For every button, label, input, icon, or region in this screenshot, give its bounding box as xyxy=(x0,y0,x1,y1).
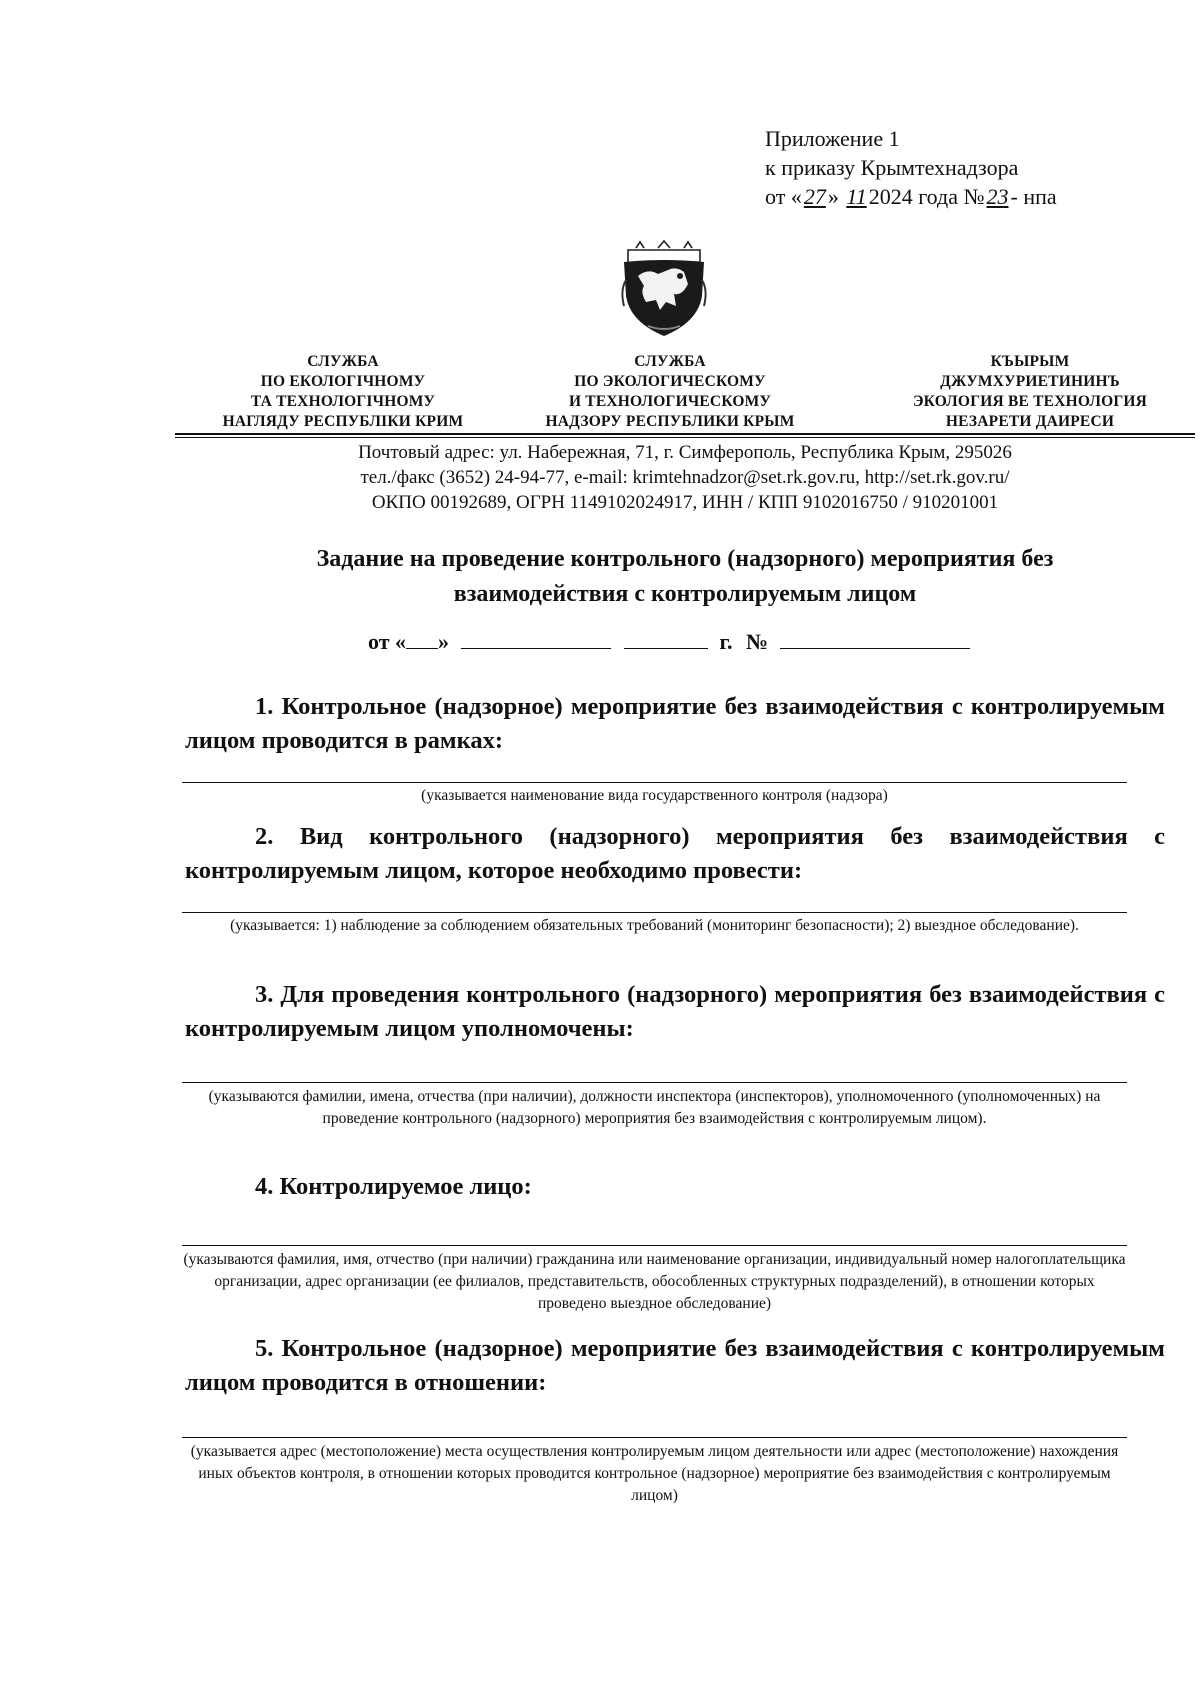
hint-1: (указывается наименование вида государственного контроля (надзора) xyxy=(421,787,888,804)
hint-5: (указывается адрес (местоположение) места осуществления контролируемым лицом деятельности или адрес (местоположение) нахождения иных объектов контроля, в отношении которых проводится контрольное (надзорное) мероприятие без взаимодействия с контролируемым лицом) xyxy=(190,1443,1119,1504)
postal-address: Почтовый адрес: ул. Набережная, 71, г. Симферополь, Республика Крым, 295026 xyxy=(358,442,1012,463)
fill-line-5 xyxy=(182,1437,1127,1438)
appendix-order-ref: к приказу Крымтехнадзора xyxy=(765,155,1019,180)
handwritten-month: 11 xyxy=(846,184,867,209)
fill-line-3 xyxy=(182,1082,1127,1083)
org-name-ukrainian: СЛУЖБА ПО ЕКОЛОГІЧНОМУ ТА ТЕХНОЛОГІЧНОМУ НАГЛЯДУ РЕСПУБЛІКИ КРИМ xyxy=(222,353,464,430)
task-date-line: от « » г. № xyxy=(368,628,970,655)
blank-day xyxy=(406,628,438,649)
org-name-crimean-tatar: КЪЫРЫМ ДЖУМХУРИЕТИНИНЪ ЭКОЛОГИЯ ВЕ ТЕХНОЛОГИЯ НЕЗАРЕТИ ДАИРЕСИ xyxy=(912,353,1148,430)
appendix-order-date: от «27» 112024 года №23- нпа xyxy=(765,184,1057,209)
section-2: 2. Вид контрольного (надзорного) мероприятия без взаимодействия с контролируемым лицом, которое необходимо провести: xyxy=(185,823,1166,884)
section-5: 5. Контрольное (надзорное) мероприятие без взаимодействия с контролируемым лицом проводится в отношении: xyxy=(185,1335,1165,1396)
header-divider-thick xyxy=(175,433,1195,435)
fill-line-4 xyxy=(182,1245,1127,1246)
appendix-title: Приложение 1 xyxy=(765,126,900,151)
handwritten-number: 23 xyxy=(986,184,1009,209)
appendix-block xyxy=(765,124,1057,211)
hint-2: (указывается: 1) наблюдение за соблюдением обязательных требований (мониторинг безопасности); 2) выездное обследование). xyxy=(230,917,1079,934)
hint-3: (указываются фамилии, имена, отчества (при наличии), должности инспектора (инспекторов), уполномоченного (уполномоченных) на проведение контрольного (надзорного) мероприятия без взаимодействия с контролируемым лицом). xyxy=(208,1088,1101,1127)
org-name-russian: СЛУЖБА ПО ЭКОЛОГИЧЕСКОМУ И ТЕХНОЛОГИЧЕСКОМУ НАДЗОРУ РЕСПУБЛИКИ КРЫМ xyxy=(545,353,795,430)
blank-number xyxy=(780,628,970,649)
organisation-header xyxy=(175,352,1195,434)
section-4: 4. Контролируемое лицо: xyxy=(255,1173,532,1200)
fill-line-1 xyxy=(182,782,1127,783)
document-title: Задание на проведение контрольного (надзорного) мероприятия без взаимодействия с контролируемым лицом xyxy=(316,546,1054,607)
hint-4: (указываются фамилия, имя, отчество (при наличии) гражданина или наименование организации, индивидуальный номер налогоплательщика организации, адрес организации (ее филиалов, представительств, обособленных структурных подразделений), в отношении которых проведено выездное обследование) xyxy=(183,1251,1126,1312)
blank-year xyxy=(624,628,708,649)
handwritten-day: 27 xyxy=(803,184,826,209)
section-1: 1. Контрольное (надзорное) мероприятие без взаимодействия с контролируемым лицом проводится в рамках: xyxy=(185,693,1165,754)
registry-codes: ОКПО 00192689, ОГРН 1149102024917, ИНН / КПП 9102016750 / 910201001 xyxy=(371,492,999,513)
contact-details xyxy=(175,440,1195,515)
blank-month xyxy=(461,628,611,649)
crimea-emblem-icon xyxy=(618,240,710,340)
header-divider-thin xyxy=(175,437,1195,438)
phone-email-web: тел./факс (3652) 24-94-77, e-mail: krimtehnadzor@set.rk.gov.ru, http://set.rk.gov.ru/ xyxy=(360,467,1010,488)
fill-line-2 xyxy=(182,912,1127,913)
section-3: 3. Для проведения контрольного (надзорного) мероприятия без взаимодействия с контролируемым лицом уполномочены: xyxy=(185,981,1166,1042)
